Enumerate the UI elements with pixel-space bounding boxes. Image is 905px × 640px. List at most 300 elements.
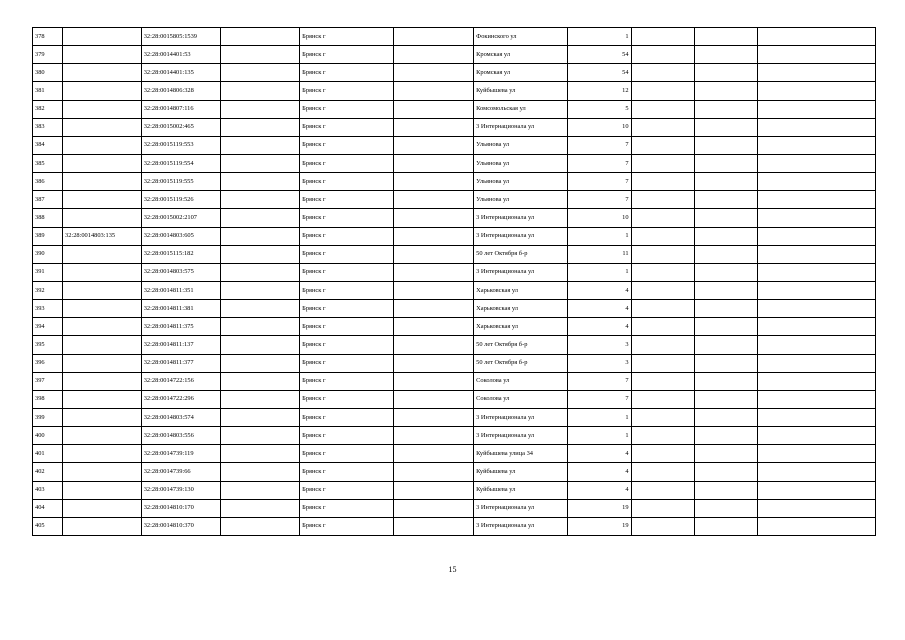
empty-cell (694, 499, 757, 517)
row-number-cell: 391 (33, 263, 63, 281)
street-cell: Комсомольская ул (474, 100, 568, 118)
city-cell: Брянск г (300, 136, 394, 154)
cadastral-number-cell: 32:28:0014810:370 (141, 517, 221, 535)
empty-cell (631, 245, 694, 263)
row-number-cell: 385 (33, 154, 63, 172)
old-cadastral-number-cell (63, 28, 142, 46)
city-cell: Брянск г (300, 64, 394, 82)
row-number-cell: 383 (33, 118, 63, 136)
empty-cell (757, 281, 875, 299)
house-number-cell: 19 (568, 499, 631, 517)
table-row (33, 408, 876, 426)
house-number-cell: 10 (568, 209, 631, 227)
city-cell: Брянск г (300, 281, 394, 299)
empty-cell (694, 46, 757, 64)
street-cell: 3 Интернационала ул (474, 517, 568, 535)
empty-cell (631, 46, 694, 64)
city-cell: Брянск г (300, 209, 394, 227)
table-row (33, 154, 876, 172)
empty-cell (631, 372, 694, 390)
cadastral-number-cell: 32:28:0015119:555 (141, 173, 221, 191)
table-row (33, 354, 876, 372)
empty-cell (631, 481, 694, 499)
row-number-cell: 378 (33, 28, 63, 46)
old-cadastral-number-cell (63, 191, 142, 209)
empty-cell (694, 517, 757, 535)
street-cell: 3 Интернационала ул (474, 227, 568, 245)
city-cell: Брянск г (300, 118, 394, 136)
street-cell: 50 лет Октября б-р (474, 336, 568, 354)
empty-cell (757, 463, 875, 481)
empty-cell (631, 263, 694, 281)
empty-cell (631, 209, 694, 227)
cadastral-number-cell: 32:28:0014811:375 (141, 318, 221, 336)
row-number-cell: 395 (33, 336, 63, 354)
street-cell: Куйбышева улица 34 (474, 445, 568, 463)
house-number-cell: 7 (568, 154, 631, 172)
empty-cell (394, 263, 474, 281)
cadastral-number-cell: 32:28:0015002:465 (141, 118, 221, 136)
empty-cell (221, 209, 300, 227)
empty-cell (757, 227, 875, 245)
table-row (33, 173, 876, 191)
house-number-cell: 54 (568, 64, 631, 82)
table-row (33, 463, 876, 481)
cadastral-number-cell: 32:28:0015002:2107 (141, 209, 221, 227)
house-number-cell: 5 (568, 100, 631, 118)
table-row (33, 336, 876, 354)
house-number-cell: 4 (568, 318, 631, 336)
street-cell: Кромская ул (474, 64, 568, 82)
city-cell: Брянск г (300, 318, 394, 336)
empty-cell (631, 136, 694, 154)
cadastral-number-cell: 32:28:0014722:296 (141, 390, 221, 408)
empty-cell (757, 209, 875, 227)
cadastral-number-cell: 32:28:0014739:119 (141, 445, 221, 463)
cadastral-number-cell: 32:28:0014803:574 (141, 408, 221, 426)
house-number-cell: 4 (568, 281, 631, 299)
empty-cell (694, 173, 757, 191)
empty-cell (631, 154, 694, 172)
empty-cell (631, 64, 694, 82)
empty-cell (694, 227, 757, 245)
empty-cell (631, 517, 694, 535)
row-number-cell: 381 (33, 82, 63, 100)
empty-cell (394, 408, 474, 426)
empty-cell (757, 445, 875, 463)
empty-cell (221, 82, 300, 100)
empty-cell (757, 28, 875, 46)
empty-cell (221, 118, 300, 136)
empty-cell (757, 427, 875, 445)
empty-cell (694, 390, 757, 408)
row-number-cell: 392 (33, 281, 63, 299)
city-cell: Брянск г (300, 408, 394, 426)
city-cell: Брянск г (300, 463, 394, 481)
empty-cell (757, 136, 875, 154)
cadastral-number-cell: 32:28:0015805:1539 (141, 28, 221, 46)
empty-cell (221, 136, 300, 154)
empty-cell (221, 300, 300, 318)
empty-cell (631, 118, 694, 136)
house-number-cell: 7 (568, 372, 631, 390)
city-cell: Брянск г (300, 372, 394, 390)
table-body (33, 28, 876, 536)
cadastral-number-cell: 32:28:0014803:605 (141, 227, 221, 245)
row-number-cell: 388 (33, 209, 63, 227)
empty-cell (631, 100, 694, 118)
street-cell: 3 Интернационала ул (474, 118, 568, 136)
empty-cell (394, 100, 474, 118)
city-cell: Брянск г (300, 154, 394, 172)
empty-cell (394, 154, 474, 172)
old-cadastral-number-cell (63, 82, 142, 100)
empty-cell (694, 336, 757, 354)
empty-cell (221, 372, 300, 390)
house-number-cell: 4 (568, 445, 631, 463)
house-number-cell: 11 (568, 245, 631, 263)
city-cell: Брянск г (300, 445, 394, 463)
table-row (33, 28, 876, 46)
table-row (33, 82, 876, 100)
empty-cell (694, 481, 757, 499)
empty-cell (694, 281, 757, 299)
empty-cell (221, 481, 300, 499)
empty-cell (221, 64, 300, 82)
street-cell: Куйбышева ул (474, 82, 568, 100)
house-number-cell: 1 (568, 263, 631, 281)
cadastral-number-cell: 32:28:0014811:351 (141, 281, 221, 299)
house-number-cell: 4 (568, 300, 631, 318)
street-cell: Ульянова ул (474, 136, 568, 154)
row-number-cell: 405 (33, 517, 63, 535)
street-cell: Харьковская ул (474, 318, 568, 336)
empty-cell (694, 372, 757, 390)
old-cadastral-number-cell (63, 64, 142, 82)
cadastral-number-cell: 32:28:0014722:156 (141, 372, 221, 390)
empty-cell (394, 463, 474, 481)
empty-cell (221, 517, 300, 535)
empty-cell (694, 64, 757, 82)
street-cell: Куйбышева ул (474, 481, 568, 499)
old-cadastral-number-cell (63, 154, 142, 172)
table-row (33, 481, 876, 499)
empty-cell (221, 263, 300, 281)
empty-cell (694, 408, 757, 426)
empty-cell (694, 463, 757, 481)
old-cadastral-number-cell (63, 408, 142, 426)
street-cell: 50 лет Октября б-р (474, 354, 568, 372)
empty-cell (394, 191, 474, 209)
empty-cell (694, 209, 757, 227)
empty-cell (694, 445, 757, 463)
table-row (33, 100, 876, 118)
city-cell: Брянск г (300, 300, 394, 318)
empty-cell (694, 136, 757, 154)
house-number-cell: 7 (568, 136, 631, 154)
empty-cell (221, 354, 300, 372)
empty-cell (757, 154, 875, 172)
house-number-cell: 7 (568, 191, 631, 209)
street-cell: Кромская ул (474, 46, 568, 64)
empty-cell (221, 408, 300, 426)
house-number-cell: 7 (568, 173, 631, 191)
house-number-cell: 10 (568, 118, 631, 136)
house-number-cell: 1 (568, 408, 631, 426)
table-row (33, 390, 876, 408)
empty-cell (694, 154, 757, 172)
registry-table (32, 27, 876, 536)
cadastral-number-cell: 32:28:0014807:116 (141, 100, 221, 118)
row-number-cell: 404 (33, 499, 63, 517)
cadastral-number-cell: 32:28:0014803:556 (141, 427, 221, 445)
cadastral-number-cell: 32:28:0015115:182 (141, 245, 221, 263)
empty-cell (631, 354, 694, 372)
empty-cell (221, 28, 300, 46)
empty-cell (757, 46, 875, 64)
row-number-cell: 401 (33, 445, 63, 463)
empty-cell (394, 118, 474, 136)
old-cadastral-number-cell (63, 118, 142, 136)
street-cell: Соколова ул (474, 372, 568, 390)
cadastral-number-cell: 32:28:0014811:137 (141, 336, 221, 354)
house-number-cell: 3 (568, 336, 631, 354)
old-cadastral-number-cell (63, 100, 142, 118)
old-cadastral-number-cell (63, 499, 142, 517)
house-number-cell: 7 (568, 390, 631, 408)
city-cell: Брянск г (300, 227, 394, 245)
row-number-cell: 400 (33, 427, 63, 445)
empty-cell (221, 100, 300, 118)
empty-cell (394, 318, 474, 336)
row-number-cell: 403 (33, 481, 63, 499)
old-cadastral-number-cell (63, 372, 142, 390)
empty-cell (694, 245, 757, 263)
house-number-cell: 1 (568, 427, 631, 445)
city-cell: Брянск г (300, 191, 394, 209)
empty-cell (394, 499, 474, 517)
house-number-cell: 54 (568, 46, 631, 64)
empty-cell (631, 318, 694, 336)
cadastral-number-cell: 32:28:0014811:381 (141, 300, 221, 318)
cadastral-number-cell: 32:28:0014803:575 (141, 263, 221, 281)
empty-cell (394, 445, 474, 463)
row-number-cell: 387 (33, 191, 63, 209)
empty-cell (757, 408, 875, 426)
empty-cell (757, 499, 875, 517)
table-row (33, 136, 876, 154)
page-number: 15 (448, 565, 457, 574)
empty-cell (394, 245, 474, 263)
old-cadastral-number-cell (63, 209, 142, 227)
empty-cell (221, 245, 300, 263)
empty-cell (394, 227, 474, 245)
empty-cell (757, 318, 875, 336)
row-number-cell: 393 (33, 300, 63, 318)
empty-cell (394, 173, 474, 191)
empty-cell (394, 300, 474, 318)
row-number-cell: 386 (33, 173, 63, 191)
house-number-cell: 3 (568, 354, 631, 372)
empty-cell (394, 28, 474, 46)
city-cell: Брянск г (300, 499, 394, 517)
table-row (33, 64, 876, 82)
empty-cell (757, 82, 875, 100)
empty-cell (631, 227, 694, 245)
street-cell: Харьковская ул (474, 281, 568, 299)
city-cell: Брянск г (300, 173, 394, 191)
cadastral-number-cell: 32:28:0014401:135 (141, 64, 221, 82)
street-cell: 3 Интернационала ул (474, 427, 568, 445)
house-number-cell: 4 (568, 463, 631, 481)
empty-cell (631, 300, 694, 318)
table-row (33, 300, 876, 318)
empty-cell (394, 372, 474, 390)
street-cell: Куйбышева ул (474, 463, 568, 481)
empty-cell (631, 427, 694, 445)
street-cell: 3 Интернационала ул (474, 209, 568, 227)
table-row (33, 245, 876, 263)
empty-cell (221, 499, 300, 517)
empty-cell (694, 427, 757, 445)
empty-cell (757, 191, 875, 209)
old-cadastral-number-cell (63, 481, 142, 499)
old-cadastral-number-cell (63, 517, 142, 535)
empty-cell (394, 64, 474, 82)
row-number-cell: 380 (33, 64, 63, 82)
street-cell: Харьковская ул (474, 300, 568, 318)
city-cell: Брянск г (300, 390, 394, 408)
row-number-cell: 402 (33, 463, 63, 481)
empty-cell (394, 517, 474, 535)
street-cell: Ульянова ул (474, 191, 568, 209)
empty-cell (221, 227, 300, 245)
empty-cell (757, 64, 875, 82)
row-number-cell: 384 (33, 136, 63, 154)
empty-cell (694, 28, 757, 46)
table-row (33, 499, 876, 517)
empty-cell (757, 390, 875, 408)
empty-cell (757, 481, 875, 499)
cadastral-number-cell: 32:28:0014811:377 (141, 354, 221, 372)
old-cadastral-number-cell (63, 281, 142, 299)
empty-cell (394, 354, 474, 372)
table-row (33, 46, 876, 64)
empty-cell (694, 118, 757, 136)
street-cell: 3 Интернационала ул (474, 263, 568, 281)
empty-cell (221, 336, 300, 354)
empty-cell (631, 408, 694, 426)
empty-cell (221, 463, 300, 481)
table-row (33, 427, 876, 445)
row-number-cell: 379 (33, 46, 63, 64)
table-row (33, 281, 876, 299)
table-row (33, 517, 876, 535)
empty-cell (694, 318, 757, 336)
table-row (33, 372, 876, 390)
row-number-cell: 399 (33, 408, 63, 426)
street-cell: 3 Интернационала ул (474, 408, 568, 426)
row-number-cell: 398 (33, 390, 63, 408)
empty-cell (221, 390, 300, 408)
house-number-cell: 1 (568, 28, 631, 46)
city-cell: Брянск г (300, 82, 394, 100)
city-cell: Брянск г (300, 517, 394, 535)
street-cell: Ульянова ул (474, 154, 568, 172)
empty-cell (221, 173, 300, 191)
empty-cell (394, 209, 474, 227)
table-row (33, 118, 876, 136)
city-cell: Брянск г (300, 336, 394, 354)
street-cell: Фокинского ул (474, 28, 568, 46)
empty-cell (757, 263, 875, 281)
empty-cell (757, 354, 875, 372)
house-number-cell: 19 (568, 517, 631, 535)
street-cell: 3 Интернационала ул (474, 499, 568, 517)
house-number-cell: 12 (568, 82, 631, 100)
row-number-cell: 389 (33, 227, 63, 245)
old-cadastral-number-cell (63, 336, 142, 354)
row-number-cell: 382 (33, 100, 63, 118)
old-cadastral-number-cell (63, 245, 142, 263)
table-row (33, 227, 876, 245)
empty-cell (394, 427, 474, 445)
empty-cell (394, 136, 474, 154)
old-cadastral-number-cell (63, 318, 142, 336)
empty-cell (221, 154, 300, 172)
city-cell: Брянск г (300, 100, 394, 118)
street-cell: 50 лет Октября б-р (474, 245, 568, 263)
city-cell: Брянск г (300, 263, 394, 281)
old-cadastral-number-cell (63, 427, 142, 445)
empty-cell (694, 100, 757, 118)
empty-cell (757, 336, 875, 354)
empty-cell (631, 499, 694, 517)
empty-cell (694, 354, 757, 372)
table-row (33, 191, 876, 209)
table-row (33, 263, 876, 281)
empty-cell (221, 281, 300, 299)
old-cadastral-number-cell (63, 173, 142, 191)
empty-cell (631, 281, 694, 299)
empty-cell (631, 82, 694, 100)
city-cell: Брянск г (300, 28, 394, 46)
empty-cell (394, 336, 474, 354)
row-number-cell: 396 (33, 354, 63, 372)
cadastral-number-cell: 32:28:0014401:53 (141, 46, 221, 64)
empty-cell (221, 318, 300, 336)
city-cell: Брянск г (300, 245, 394, 263)
empty-cell (221, 427, 300, 445)
old-cadastral-number-cell: 32:28:0014803:135 (63, 227, 142, 245)
empty-cell (757, 517, 875, 535)
empty-cell (631, 191, 694, 209)
table-row (33, 318, 876, 336)
empty-cell (221, 46, 300, 64)
empty-cell (631, 390, 694, 408)
empty-cell (631, 463, 694, 481)
empty-cell (631, 28, 694, 46)
empty-cell (694, 191, 757, 209)
empty-cell (221, 445, 300, 463)
old-cadastral-number-cell (63, 390, 142, 408)
table-row (33, 209, 876, 227)
empty-cell (394, 390, 474, 408)
empty-cell (631, 336, 694, 354)
empty-cell (394, 281, 474, 299)
city-cell: Брянск г (300, 354, 394, 372)
old-cadastral-number-cell (63, 463, 142, 481)
